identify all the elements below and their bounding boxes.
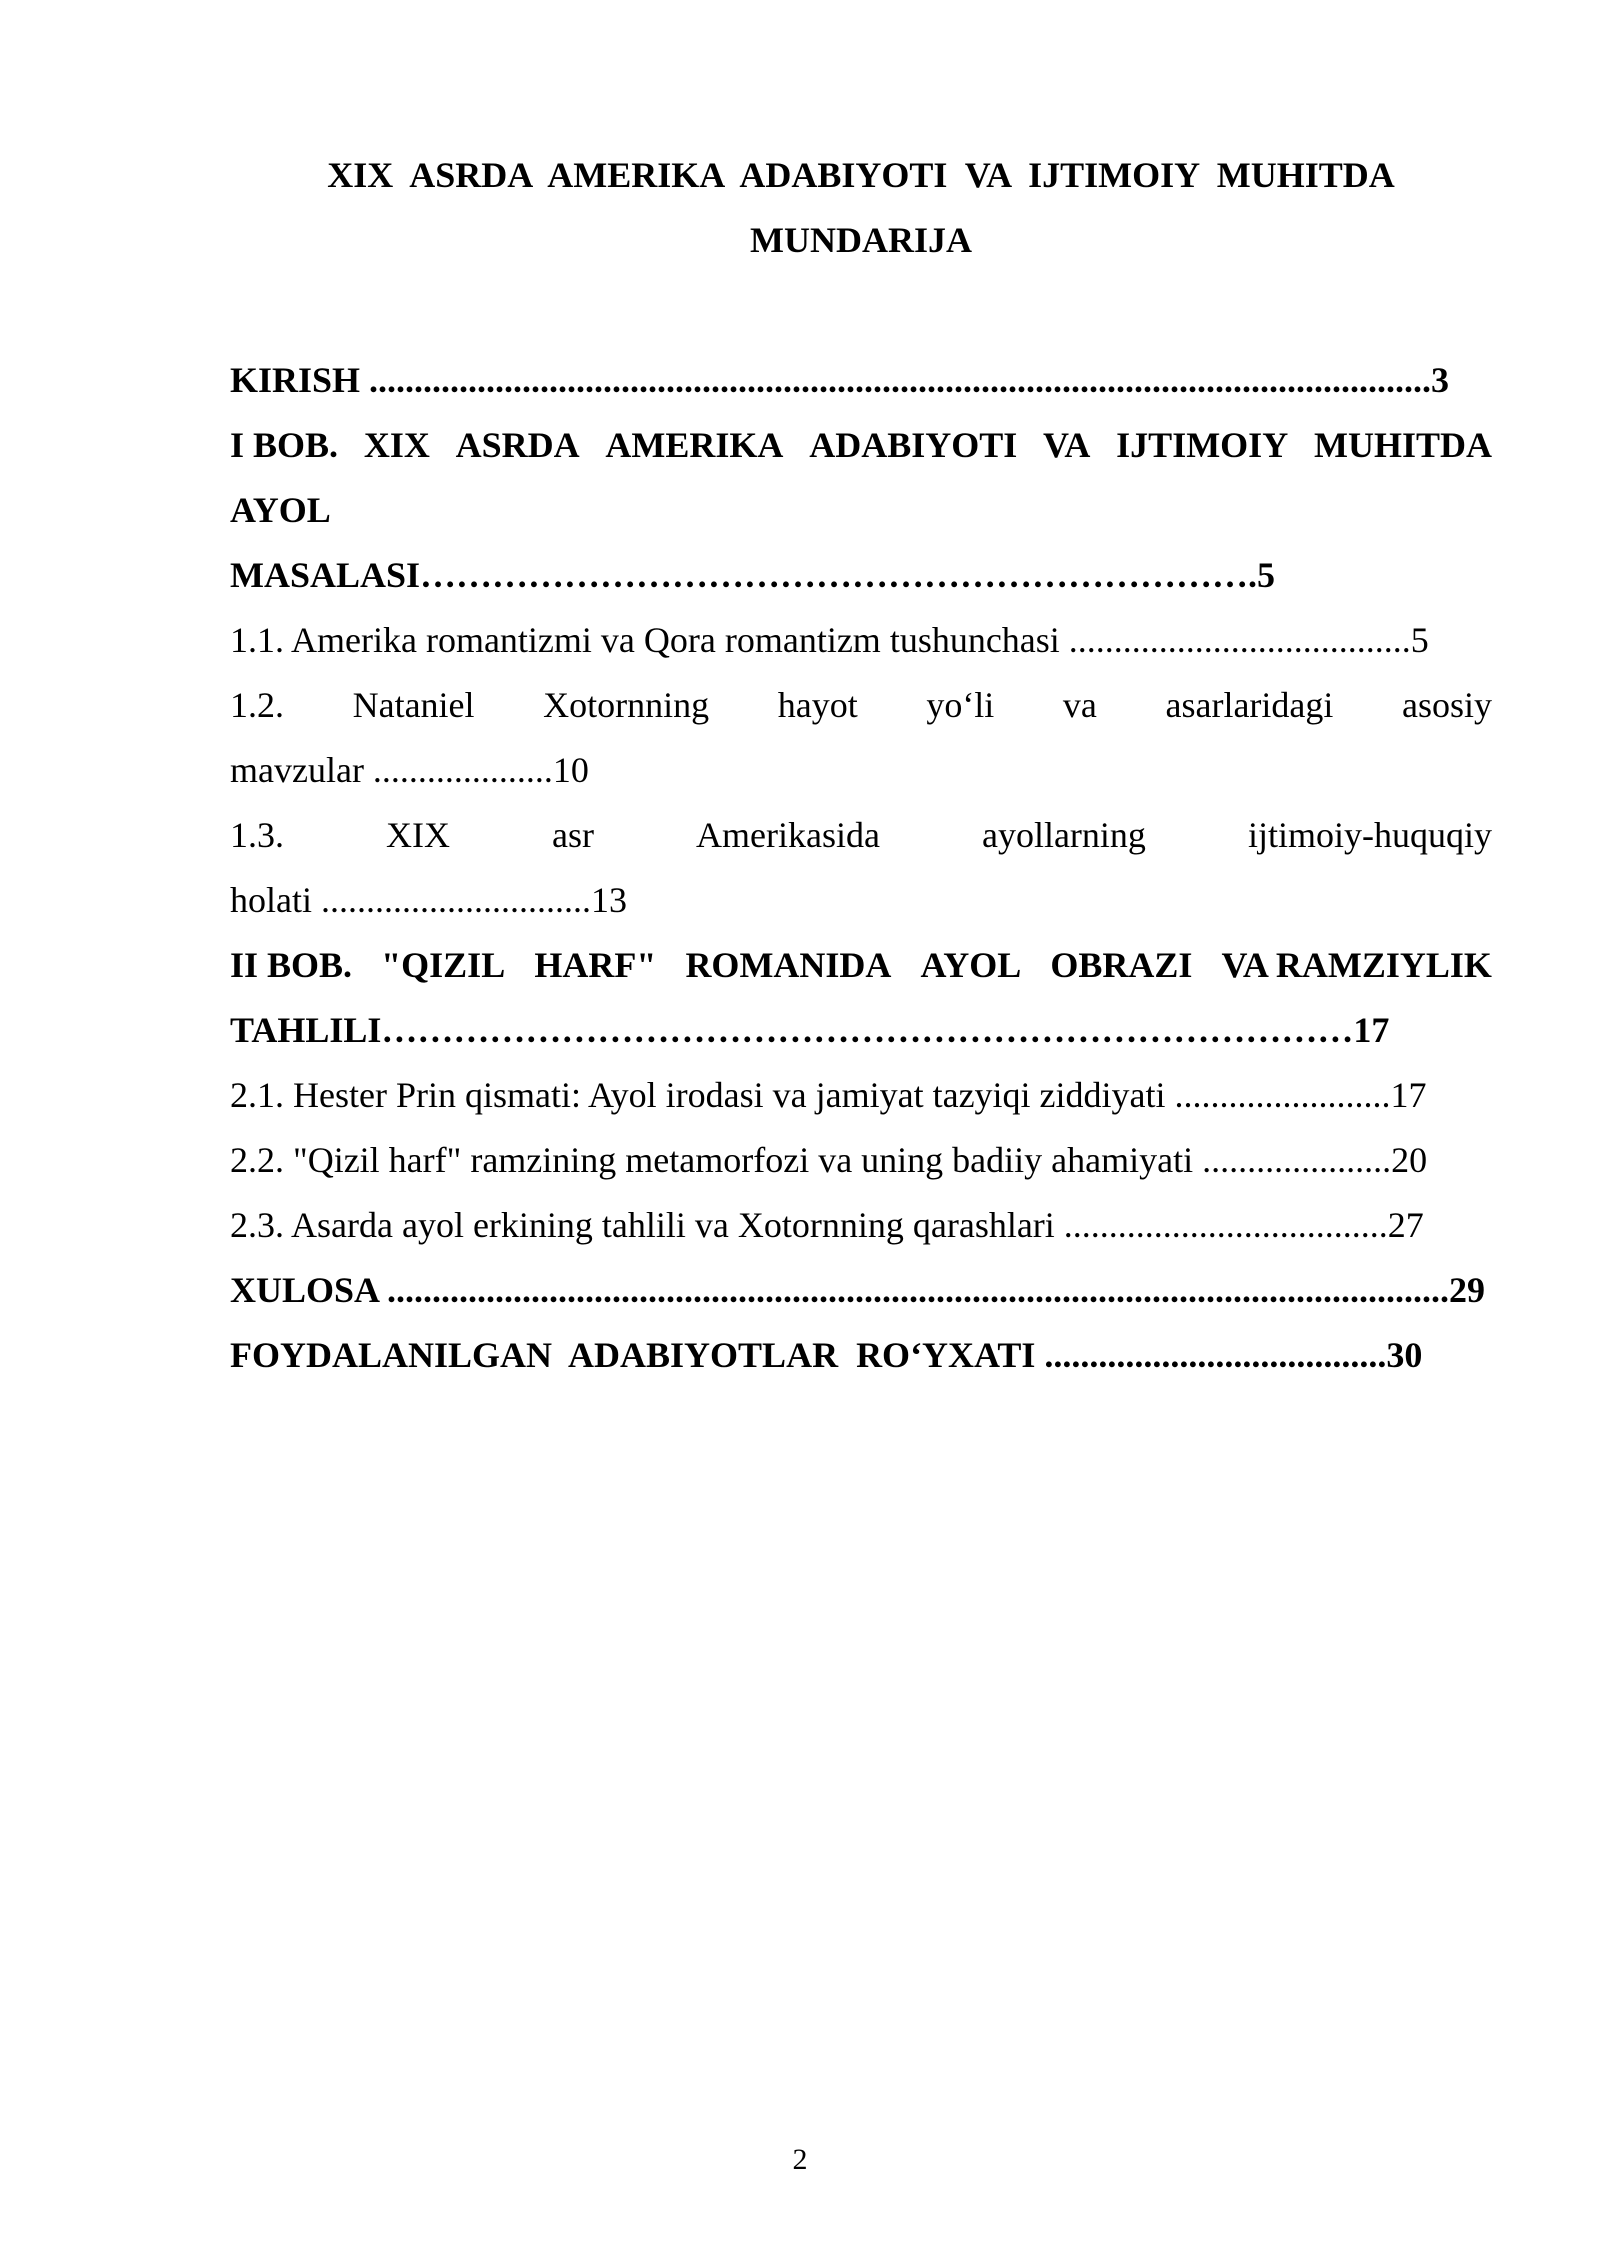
toc-word: VA RAMZIYLIK xyxy=(1221,945,1492,985)
toc-word: MUHITDA xyxy=(1313,425,1492,465)
toc-word: Amerikasida xyxy=(696,815,880,855)
toc-word: 1.2. xyxy=(230,685,284,725)
toc-word: Xotornning xyxy=(543,685,710,725)
toc-entry-2-2: 2.2. "Qizil harf" ramzining metamorfozi va uning badiiy ahamiyati .....................20 xyxy=(230,1140,1428,1180)
toc-entry-1-2-line-2: mavzular ....................10 xyxy=(230,750,589,790)
toc-word: ROMANIDA xyxy=(685,945,892,985)
toc-entry-chapter-2-line-2: TAHLILI………………………………………………………………………17 xyxy=(230,1010,1390,1050)
toc-entry-references: FOYDALANILGAN ADABIYOTLAR RO‘YXATI ......................................30 xyxy=(230,1335,1423,1375)
toc-entry-chapter-1-line-3: MASALASI…………………………………………………………….5 xyxy=(230,555,1276,595)
toc-word: IJTIMOIY xyxy=(1116,425,1289,465)
contents-heading: MUNDARIJA xyxy=(750,220,972,260)
toc-entry-chapter-1-line-2: AYOL xyxy=(230,490,331,530)
toc-entry-1-3-line-2: holati ..............................13 xyxy=(230,880,627,920)
toc-word: AMERIKA xyxy=(605,425,784,465)
toc-word: asr xyxy=(552,815,594,855)
toc-word: VA xyxy=(1043,425,1091,465)
toc-word: 1.3. xyxy=(230,815,284,855)
toc-word: XIX xyxy=(363,425,430,465)
toc-word: XIX xyxy=(386,815,450,855)
toc-word: II BOB. xyxy=(230,945,353,985)
page-number: 2 xyxy=(792,2143,808,2176)
toc-entry-2-3: 2.3. Asarda ayol erkining tahlili va Xotornning qarashlari ....................................27 xyxy=(230,1205,1424,1245)
document-title: XIX ASRDA AMERIKA ADABIYOTI VA IJTIMOIY MUHITDA xyxy=(327,155,1395,195)
toc-word: AYOL xyxy=(920,945,1022,985)
toc-word: OBRAZI xyxy=(1050,945,1193,985)
toc-word: "QIZIL xyxy=(381,945,506,985)
toc-entry-chapter-2-line-1 xyxy=(230,933,1492,998)
toc-entry-kirish: KIRISH ......................................................................................................................3 xyxy=(230,360,1450,400)
toc-word: ayollarning xyxy=(981,815,1146,855)
toc-word: ASRDA xyxy=(455,425,580,465)
toc-entry-xulosa: XULOSA ......................................................................................................................29 xyxy=(230,1270,1486,1310)
toc-entry-2-1: 2.1. Hester Prin qismati: Ayol irodasi va jamiyat tazyiqi ziddiyati ........................17 xyxy=(230,1075,1427,1115)
toc-entry-1-3-line-1 xyxy=(230,803,1492,868)
toc-word: asosiy xyxy=(1401,685,1492,725)
toc-word: Nataniel xyxy=(352,685,475,725)
toc-word: ADABIYOTI xyxy=(809,425,1018,465)
toc-entry-1-1: 1.1. Amerika romantizmi va Qora romantizm tushunchasi ......................................5 xyxy=(230,620,1429,660)
toc-word: va xyxy=(1062,685,1097,725)
toc-word: asarlaridagi xyxy=(1165,685,1334,725)
table-of-contents xyxy=(230,348,1492,1388)
toc-word: ijtimoiy-huquqiy xyxy=(1247,815,1492,855)
toc-entry-1-2-line-1 xyxy=(230,673,1492,738)
toc-word: HARF" xyxy=(534,945,657,985)
toc-word: I BOB. xyxy=(230,425,339,465)
toc-word: yo‘li xyxy=(926,685,995,725)
toc-entry-chapter-1-line-1 xyxy=(230,413,1492,478)
toc-word: hayot xyxy=(777,685,858,725)
